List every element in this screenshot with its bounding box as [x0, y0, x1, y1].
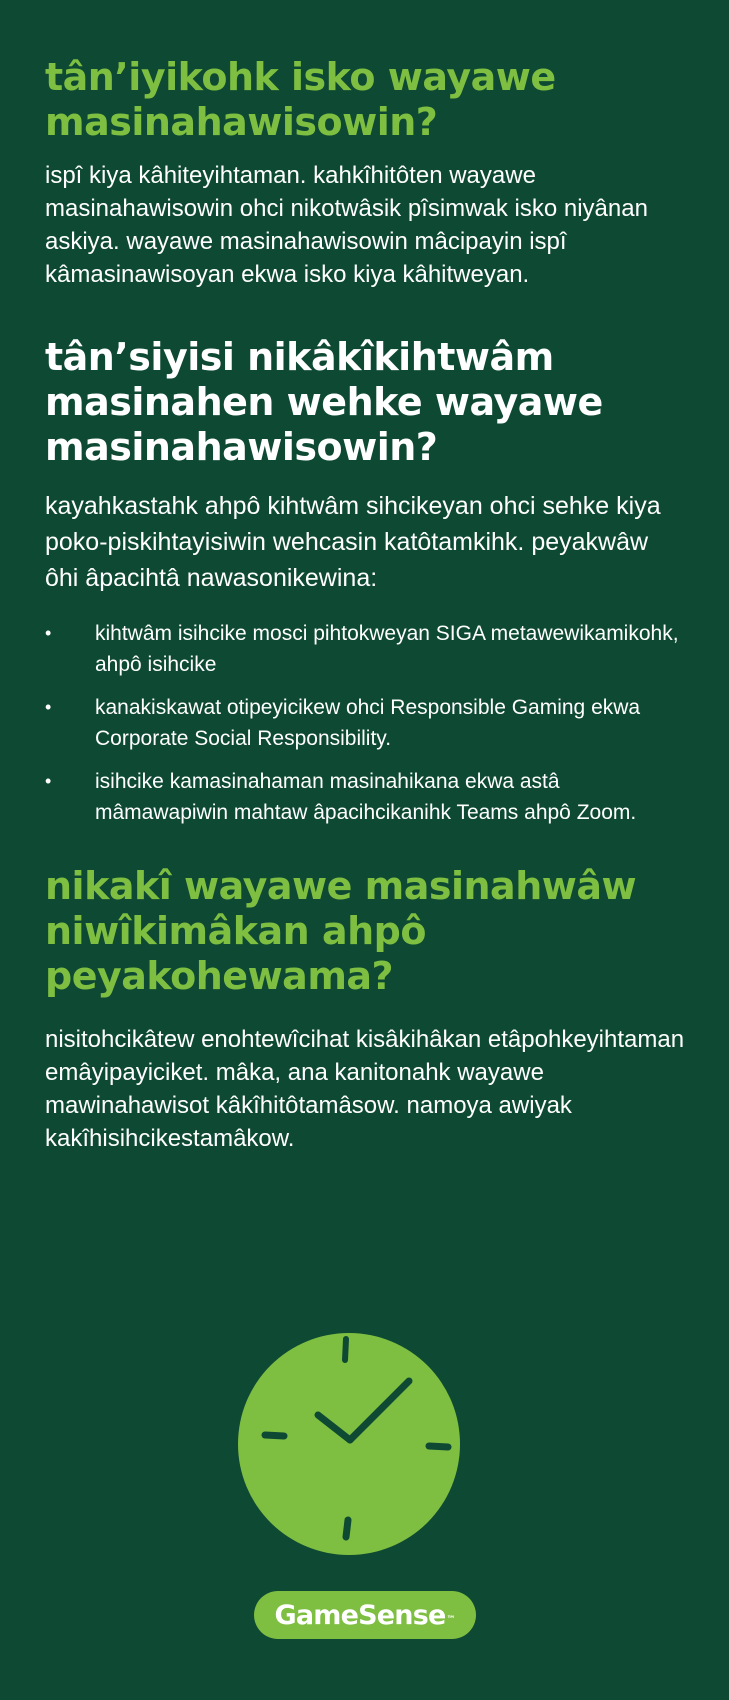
clock-tick-6 — [346, 1520, 348, 1537]
bullet-item — [45, 692, 685, 754]
logo-text: GameSense — [274, 1599, 446, 1631]
bullet-item — [45, 766, 685, 828]
section-paragraph-1: ispî kiya kâhiteyihtaman. kahkîhitôten wayawe masinahawisowin ohci nikotwâsik pîsimwak isko niyânan askiya. wayawe masinahawisowin mâcipayin ispî kâmasinawisoyan ekwa isko kiya kâhitweyan. — [45, 162, 648, 288]
clock-tick-12 — [345, 1339, 346, 1360]
bullet-icon: • — [45, 771, 52, 791]
content — [45, 55, 685, 1155]
clock-icon — [238, 1333, 460, 1555]
section-heading-2: tân’siyisi nikâkîkihtwâm masinahen wehke wayawe masinahawisowin? — [45, 335, 603, 469]
bullet-icon: • — [45, 697, 52, 717]
trademark-mark: ™ — [446, 1615, 456, 1625]
bullet-text: kanakiskawat otipeyicikew ohci Responsible Gaming ekwa Corporate Social Responsibility. — [95, 696, 641, 750]
bullet-list — [45, 618, 685, 828]
clock-tick-9 — [265, 1435, 284, 1436]
bullet-text: kihtwâm isihcike mosci pihtokweyan SIGA metawewikamikohk, ahpô isihcike — [95, 622, 679, 676]
bullet-icon: • — [45, 623, 52, 643]
clock-tick-3 — [429, 1446, 448, 1447]
section-paragraph-3: nisitohcikâtew enohtewîcihat kisâkihâkan etâpohkeyihtaman emâyipayiciket. mâka, ana kanitonahk wayawe mawinahawisot kâkîhitôtamâsow. namoya awiyak kakîhisihcikestamâkow. — [45, 1026, 685, 1152]
gamesense-logo — [254, 1591, 476, 1639]
section-heading-1: tân’iyikohk isko wayawe masinahawisowin? — [45, 55, 556, 144]
bullet-item — [45, 618, 685, 680]
section-paragraph-2: kayahkastahk ahpô kihtwâm sihcikeyan ohci sehke kiya poko-piskihtayisiwin wehcasin katôtamkihk. peyakwâw ôhi âpacihtâ nawasonikewina: — [45, 492, 661, 592]
section-heading-3: nikakî wayawe masinahwâw niwîkimâkan ahpô peyakohewama? — [45, 864, 637, 998]
bullet-text: isihcike kamasinahaman masinahikana ekwa astâ mâmawapiwin mahtaw âpacihcikanihk Teams ahpô Zoom. — [95, 770, 637, 824]
